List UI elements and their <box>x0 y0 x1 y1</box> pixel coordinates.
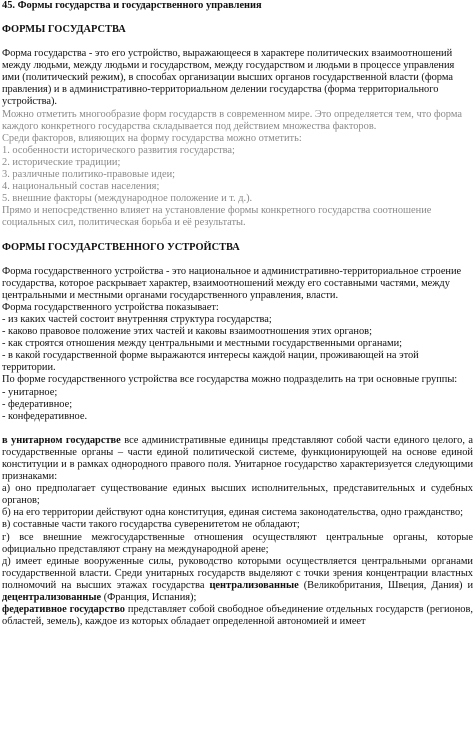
list-item <box>2 556 473 604</box>
unitary-signs-list <box>2 483 473 604</box>
paragraph-structure-definition: Форма государственного устройства - это национальное и административно-территориальное строение государства, которое раскрывает характер, взаимоотношений между его составными частями, между центральными и местными органами государственного управления, власти. <box>2 265 462 301</box>
paragraph-unitary <box>2 435 473 483</box>
list-item: 1. особенности исторического развития государства; <box>2 144 235 156</box>
list-item: - унитарное; <box>2 386 58 398</box>
list-item: 2. исторические традиции; <box>2 156 121 168</box>
list-item: - как строятся отношения между центральными и местными государственными органами; <box>2 338 403 350</box>
list-item: 3. различные политико-правовые идеи; <box>2 169 176 181</box>
list-item: - в какой государственной форме выражаются интересы каждой нации, проживающей на этой территории. <box>2 350 419 374</box>
term-decentralized: децентрализованные <box>2 592 102 604</box>
document-title: 45. Формы государства и государственного управления <box>2 0 262 11</box>
list-item: 5. внешние факторы (международное положение и т. д.). <box>2 193 253 205</box>
list-item: - из каких частей состоит внутренняя структура государства; <box>2 313 272 325</box>
paragraph-social-forces: Прямо и непосредственно влияет на установление формы конкретного государства соотношение социальных сил, политическая борьба и её результаты. <box>2 205 432 229</box>
list-item: - каково правовое положение этих частей и каковы взаимоотношения этих органов; <box>2 326 372 338</box>
term-unitary: в унитарном государстве <box>2 434 121 446</box>
term-centralized: централизованные <box>209 579 299 591</box>
federal-text: представляет собой свободное объединение отдельных государств (регионов, областей, земель), каждое из которых обладает определенной автономией и имеет <box>2 604 473 628</box>
list-item: - конфедеративное. <box>2 410 88 422</box>
decentralized-examples: (Франция, Испания); <box>101 592 197 604</box>
paragraph-federal <box>2 604 473 628</box>
structure-shows-list <box>2 314 473 374</box>
unitary-text: все административные единицы представляют собой части единого целого, а государственные органы – части единой политической системе, функционирующей на основе единой конституции и в рамках однородного правого поля. Унитарное государство характеризуется следующими признаками: <box>2 434 474 483</box>
list-item: а) оно предполагает существование единых высших исполнительных, представительных и судебных органов; <box>2 483 473 507</box>
section-heading-structure-forms: ФОРМЫ ГОСУДАРСТВЕННОГО УСТРОЙСТВА <box>2 241 240 253</box>
list-item: б) на его территории действуют одна конституция, единая система законодательства, одно гражданство; <box>2 507 464 519</box>
sign-d-text: д) имеет единые вооруженные силы, руководство которыми осуществляется центральными органами государственной власти. Среди унитарных государств выделяют с точки зрения концентрации властных полномочий на высших этажах государства <box>2 555 473 591</box>
list-item: 4. национальный состав населения; <box>2 181 160 193</box>
paragraph-structure-shows: Форма государственного устройства показывает: <box>2 301 219 313</box>
paragraph-three-groups: По форме государственного устройства все государства можно подразделить на три основные группы: <box>2 374 458 386</box>
list-item: - федеративное; <box>2 398 73 410</box>
centralized-examples: (Великобритания, Швеция, Дания) и <box>298 579 474 591</box>
paragraph-diversity: Можно отметить многообразие форм государств в современном мире. Это определяется тем, что форма каждого конкретного государства складывается под действием множества факторов. <box>2 108 462 132</box>
section-heading-state-forms: ФОРМЫ ГОСУДАРСТВА <box>2 24 126 35</box>
groups-list <box>2 387 473 423</box>
paragraph-state-form-definition: Форма государства - это его устройство, выражающееся в характере политических взаимоотношений между людьми, между людьми и государством, между государством и людьми в процессе управления ими (политический режим), в способах организации высших органов государственной власти (форма правления) и в административно-территориальном делении государства (форма территориального устройства). <box>2 48 455 108</box>
list-item: в) составные части такого государства суверенитетом не обладают; <box>2 519 300 531</box>
term-federal: федеративное государство <box>2 604 125 616</box>
list-item: г) все внешние межгосударственные отношения осуществляют центральные органы, которые официально представляют страну на международной арене; <box>2 531 473 555</box>
factors-list <box>2 145 473 205</box>
paragraph-factors-intro: Среди факторов, влияющих на форму государства можно отметить: <box>2 132 302 144</box>
